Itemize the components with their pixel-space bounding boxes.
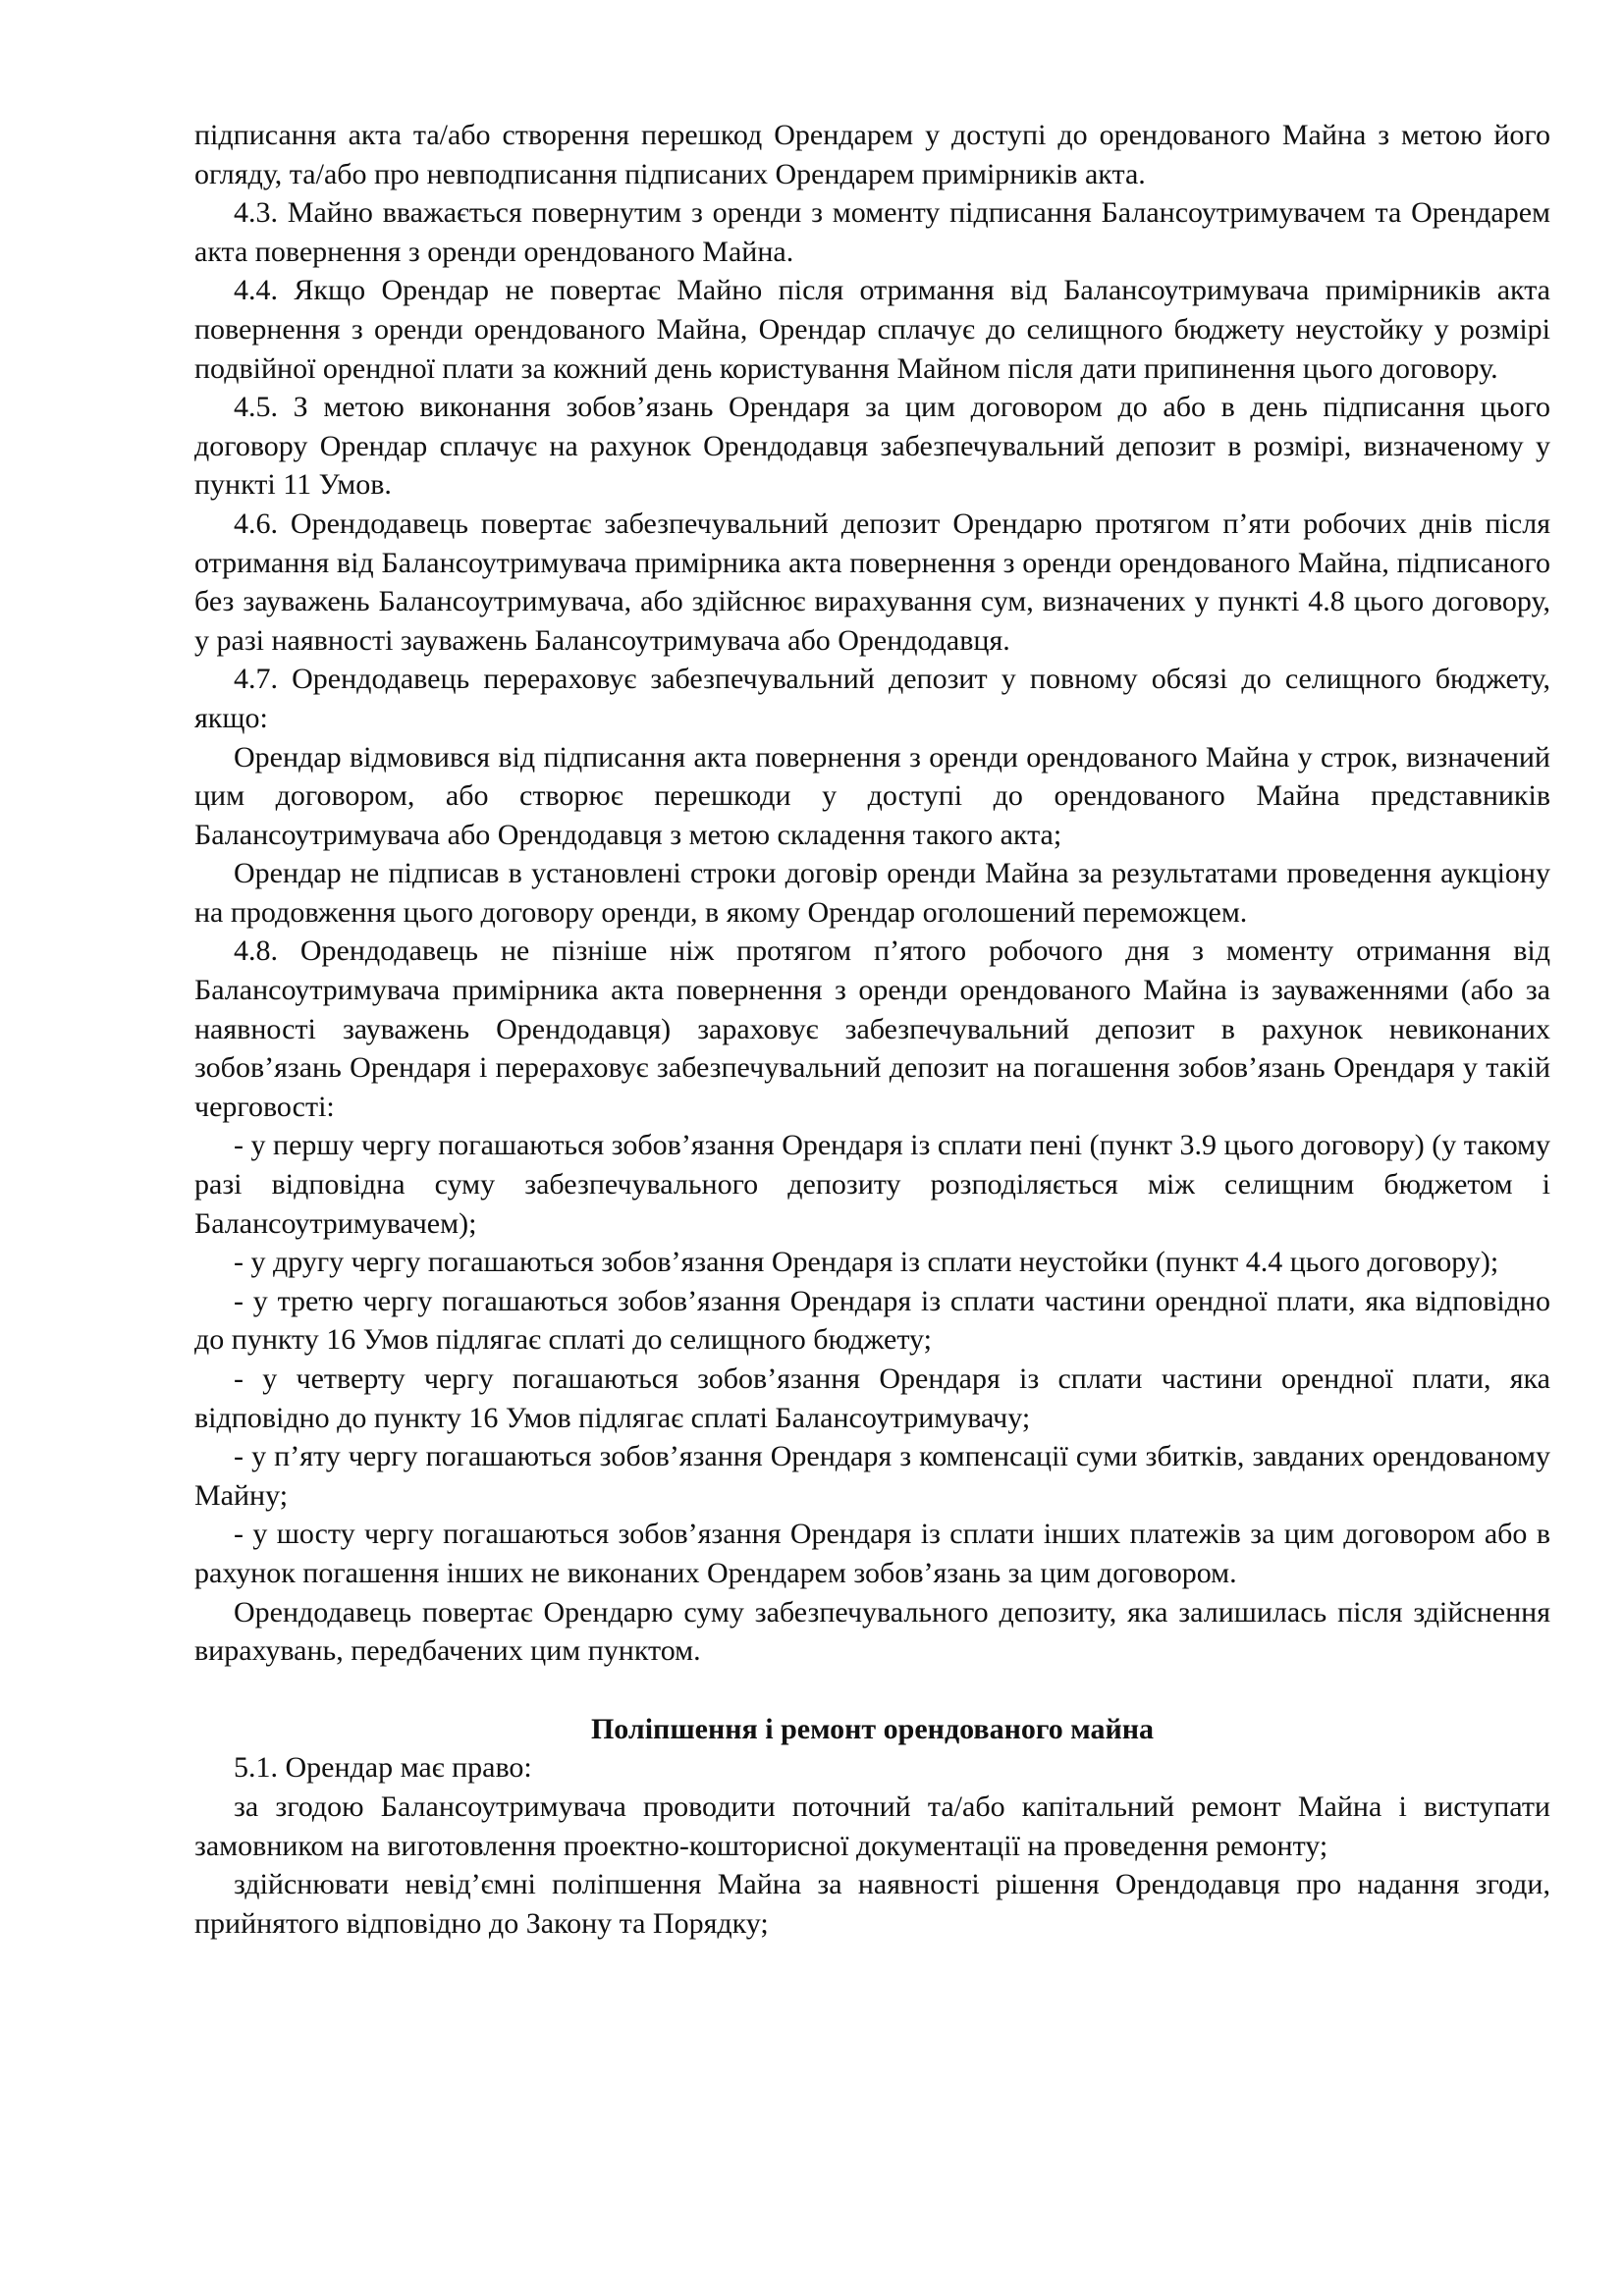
section-heading: Поліпшення і ремонт орендованого майна [590,1712,1155,1745]
paragraph-5-1: 5.1. Орендар має право: [234,1751,532,1785]
paragraph-4-6: 4.6. Орендодавець повертає забезпечувальний депозит Орендарю протягом п’яти робочих днів після отримання від Балансоутримувача примірника акта повернення з оренди орендованого Майна, підписаного без зауважень Балансоутримувача, або здійснює вирахування сум, визначених у пункті 4.8 цього договору, у разі наявності зауважень Балансоутримувача або Орендодавця. [194,507,1550,657]
paragraph-4-7-item-1: Орендар відмовився від підписання акта повернення з оренди орендованого Майна у строк, визначений цим договором, або створює перешкоди у доступі до орендованого Майна представників Балансоутримувача або Орендодавця з метою складення такого акта; [194,740,1550,851]
paragraph-4-8: 4.8. Орендодавець не пізніше ніж протягом п’ятого робочого дня з моменту отримання від Балансоутримувача примірника акта повернення з оренди орендованого Майна із зауваженнями (або за наявності зауважень Орендодавця) зараховує забезпечувальний депозит в рахунок невиконаних зобов’язань Орендаря і перераховує забезпечувальний депозит на погашення зобов’язань Орендаря у такій черговості: [194,934,1550,1123]
paragraph-4-8-item-5: - у п’яту чергу погашаються зобов’язання Орендаря з компенсації суми збитків, завданих орендованому Майну; [194,1440,1550,1512]
paragraph-4-3: 4.3. Майно вважається повернутим з оренди з моменту підписання Балансоутримувачем та Орендарем акта повернення з оренди орендованого Майна. [194,196,1550,268]
paragraph-4-8-item-4: - у четверту чергу погашаються зобов’язання Орендаря із сплати частини орендної плати, яка відповідно до пункту 16 Умов підлягає сплаті Балансоутримувачу; [194,1362,1550,1434]
paragraph-4-7-item-2: Орендар не підписав в установлені строки договір оренди Майна за результатами проведення аукціону на продовження цього договору оренди, в якому Орендар оголошений переможцем. [194,857,1550,929]
paragraph-4-7: 4.7. Орендодавець перераховує забезпечувальний депозит у повному обсязі до селищного бюджету, якщо: [194,663,1550,734]
section-spacer [194,1671,1550,1710]
paragraph-4-4: 4.4. Якщо Орендар не повертає Майно після отримання від Балансоутримувача примірників акта повернення з оренди орендованого Майна, Орендар сплачує до селищного бюджету неустойку у розмірі подвійної орендної плати за кожний день користування Майном після дати припинення цього договору. [194,274,1550,385]
paragraph-5-1-item-1: за згодою Балансоутримувача проводити поточний та/або капітальний ремонт Майна і виступати замовником на виготовлення проектно-кошторисної документації на проведення ремонту; [194,1789,1550,1862]
paragraph-5-1-item-2: здійснювати невід’ємні поліпшення Майна за наявності рішення Орендодавця про надання згоди, прийнятого відповідно до Закону та Порядку; [194,1868,1550,1940]
document-page [194,116,1550,1943]
paragraph-4-8-item-1: - у першу чергу погашаються зобов’язання Орендаря із сплати пені (пункт 3.9 цього договору) (у такому разі відповідна суму забезпечувального депозиту розподіляється між селищним бюджетом і Балансоутримувачем); [194,1129,1550,1240]
paragraph-4-8-item-6: - у шосту чергу погашаються зобов’язання Орендаря із сплати інших платежів за цим договором або в рахунок погашення інших не виконаних Орендарем зобов’язань за цим договором. [194,1518,1550,1589]
paragraph-4-8-item-3: - у третю чергу погашаються зобов’язання Орендаря із сплати частини орендної плати, яка відповідно до пункту 16 Умов підлягає сплаті до селищного бюджету; [194,1284,1550,1357]
paragraph-continuation: підписання акта та/або створення перешкод Орендарем у доступі до орендованого Майна з метою його огляду, та/або про невподписання підписаних Орендарем примірників акта. [194,119,1550,190]
paragraph-4-8-item-2: - у другу чергу погашаються зобов’язання Орендаря із сплати неустойки (пункт 4.4 цього договору); [234,1246,1499,1279]
paragraph-4-8-closing: Орендодавець повертає Орендарю суму забезпечувального депозиту, яка залишилась після здійснення вирахувань, передбачених цим пунктом. [194,1595,1550,1668]
paragraph-4-5: 4.5. З метою виконання зобов’язань Орендаря за цим договором до або в день підписання цього договору Орендар сплачує на рахунок Орендодавця забезпечувальний депозит в розмірі, визначеному у пункті 11 Умов. [194,391,1550,502]
